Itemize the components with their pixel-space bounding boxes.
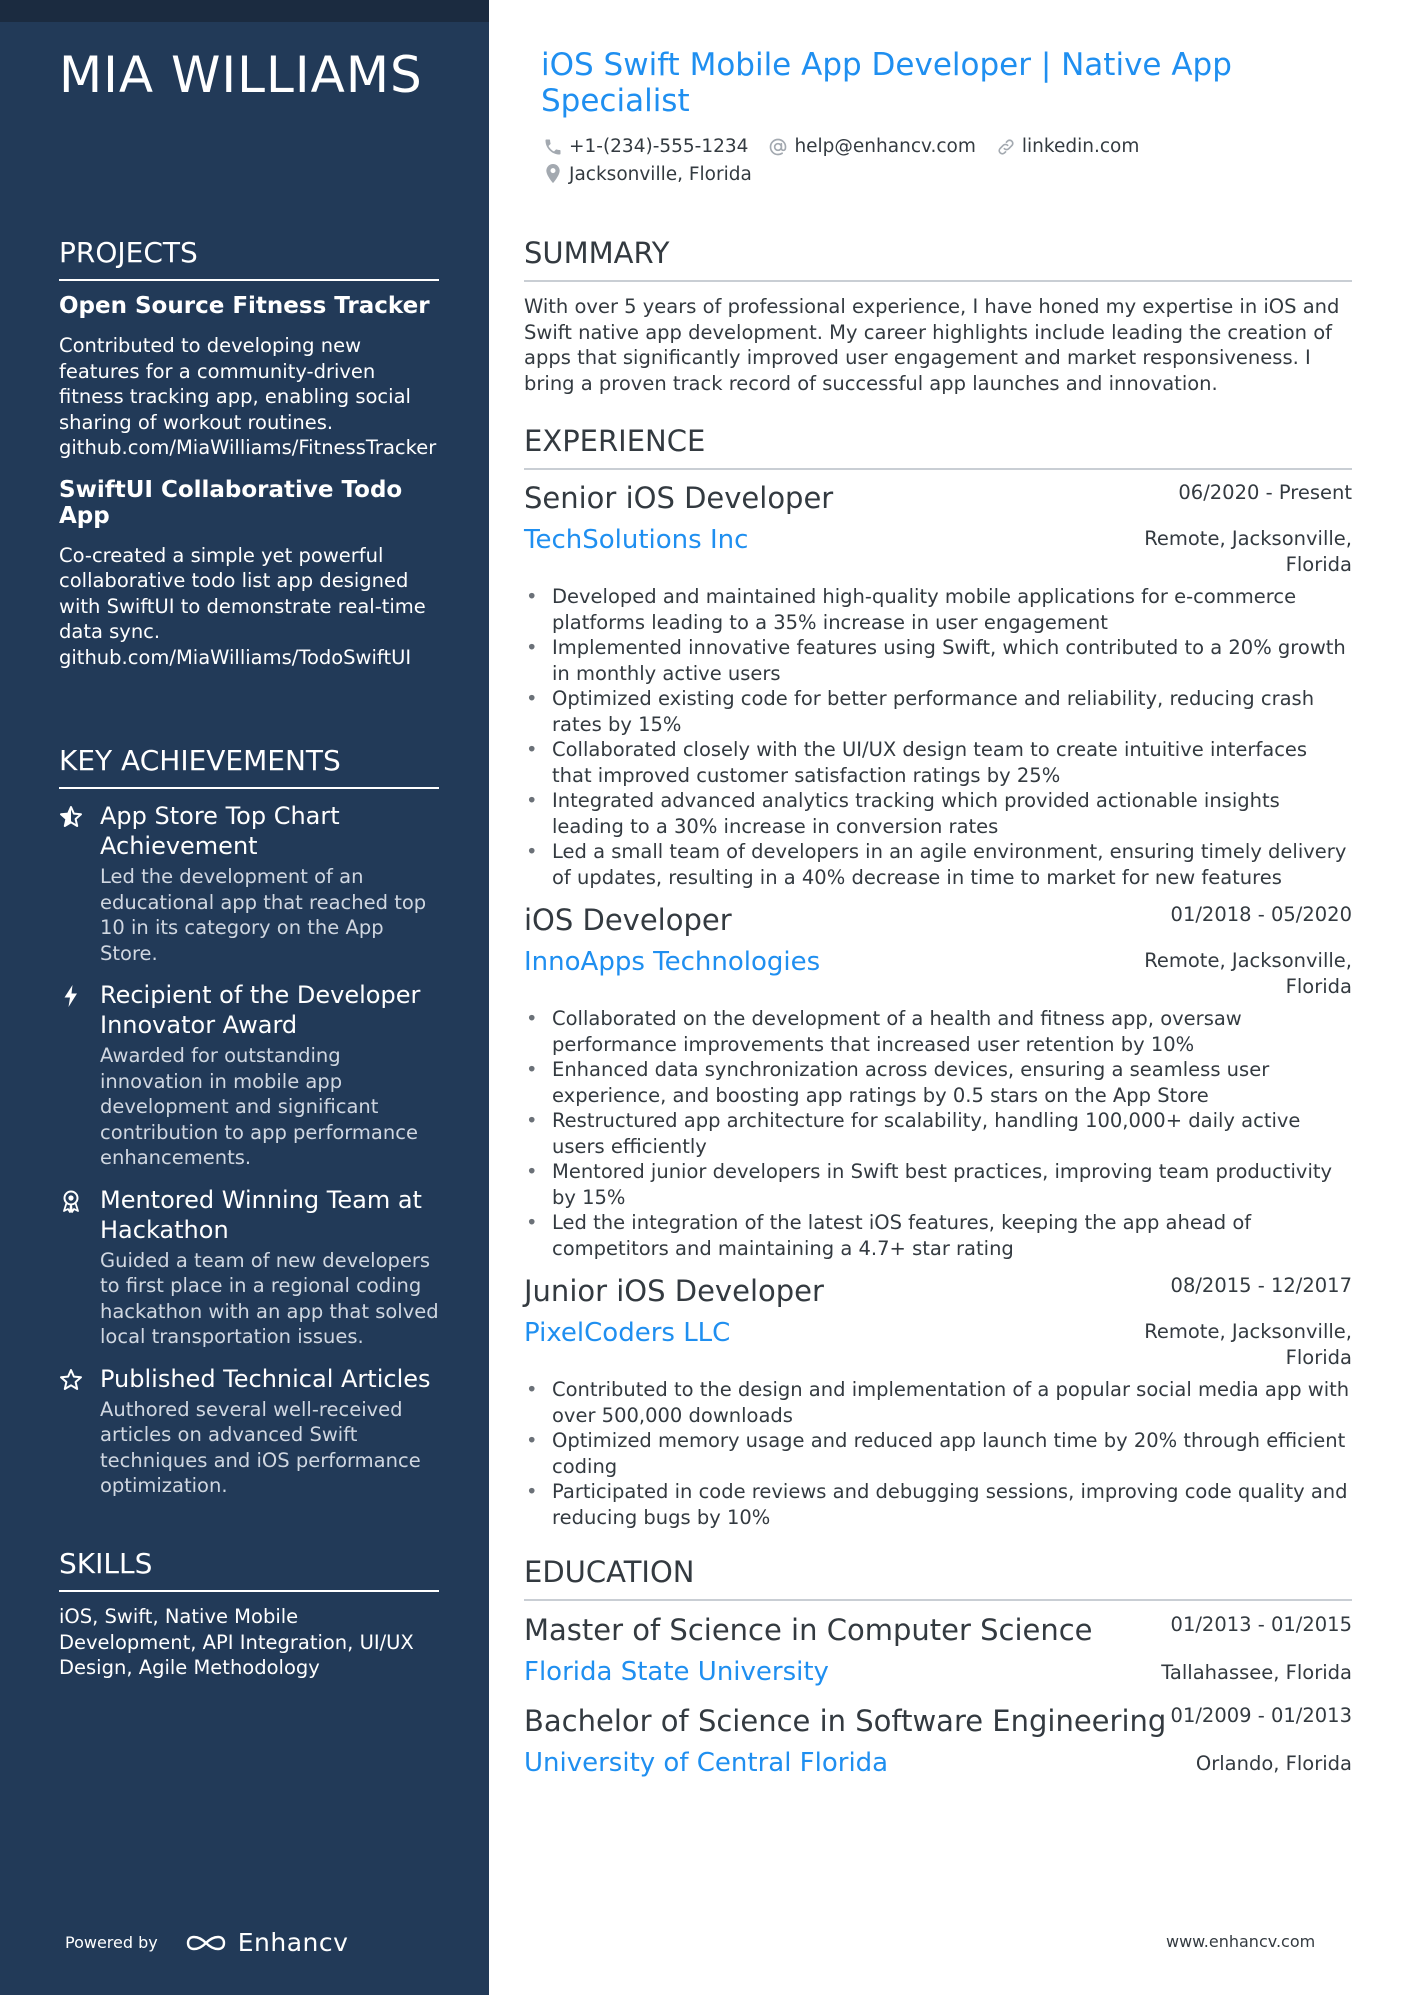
powered-by <box>65 1928 348 1957</box>
school-name: Florida State University <box>524 1657 829 1687</box>
degree-title: Bachelor of Science in Software Engineering <box>524 1704 1167 1738</box>
location-text: Jacksonville, Florida <box>569 163 752 185</box>
bullet-item: • Collaborated on the development of a health and fitness app, oversaw performance improvements that increased user retention by 10% <box>524 1006 1352 1057</box>
job-dates: 06/2020 - Present <box>1178 481 1352 504</box>
job-bullets <box>524 584 1352 890</box>
projects-section <box>59 236 439 670</box>
bullet-item: • Collaborated closely with the UI/UX design team to create intuitive interfaces that improved customer satisfaction ratings by 25% <box>524 737 1352 788</box>
lightning-icon <box>59 984 83 1008</box>
bullet-item: • Optimized memory usage and reduced app launch time by 20% through efficient coding <box>524 1428 1352 1479</box>
experience-heading: EXPERIENCE <box>524 424 1352 470</box>
project-description: Contributed to developing new features for a community-driven fitness tracking app, enabling social sharing of workout routines. <box>59 334 411 434</box>
at-icon <box>768 137 788 157</box>
company-name: PixelCoders LLC <box>524 1318 731 1348</box>
job-title: Senior iOS Developer <box>524 481 834 515</box>
email-contact[interactable] <box>768 136 975 157</box>
projects-heading: PROJECTS <box>59 236 439 281</box>
school-name: University of Central Florida <box>524 1748 889 1778</box>
bullet-item: • Integrated advanced analytics tracking which provided actionable insights leading to a 30% increase in conversion rates <box>524 788 1352 839</box>
job-dates: 01/2018 - 05/2020 <box>1170 903 1352 926</box>
job-location: Remote, Jacksonville, Florida <box>1144 527 1352 576</box>
degree-title: Master of Science in Computer Science <box>524 1613 1093 1647</box>
school-row <box>524 1747 1352 1787</box>
achievement-description: Led the development of an educational app that reached top 10 in its category on the App Store. <box>100 865 427 965</box>
phone-contact[interactable] <box>543 136 748 157</box>
education-header <box>524 1703 1352 1747</box>
achievement-title: Mentored Winning Team at Hackathon <box>100 1185 422 1244</box>
company-name: InnoApps Technologies <box>524 947 821 977</box>
school-row <box>524 1656 1352 1696</box>
job-title: Junior iOS Developer <box>524 1274 824 1308</box>
job-title: iOS Developer <box>524 903 732 937</box>
job-location: Remote, Jacksonville, Florida <box>1144 949 1352 998</box>
footer-url[interactable]: www.enhancv.com <box>1166 1932 1316 1951</box>
bullet-item: • Led a small team of developers in an agile environment, ensuring timely delivery of updates, resulting in a 40% decrease in time to market for new features <box>524 839 1352 890</box>
achievement-title: Published Technical Articles <box>100 1364 431 1393</box>
bullet-item: • Developed and maintained high-quality mobile applications for e-commerce platforms leading to a 35% increase in user engagement <box>524 584 1352 635</box>
summary-text: With over 5 years of professional experience, I have honed my expertise in iOS and Swift native app development. My career highlights include leading the creation of apps that significantly improved user engagement and market responsiveness. I bring a proven track record of successful app launches and innovation. <box>524 295 1340 395</box>
job-dates: 08/2015 - 12/2017 <box>1170 1274 1352 1297</box>
bullet-item: • Participated in code reviews and debugging sessions, improving code quality and reducing bugs by 10% <box>524 1479 1352 1530</box>
bullet-item: • Mentored junior developers in Swift best practices, improving team productivity by 15% <box>524 1159 1352 1210</box>
project-item <box>59 477 439 671</box>
award-medal-icon <box>59 1189 83 1213</box>
phone-icon <box>543 137 563 157</box>
company-row <box>524 524 1352 576</box>
bullet-item: • Enhanced data synchronization across devices, ensuring a seamless user experience, and boosting app ratings by 0.5 stars on the App Store <box>524 1057 1352 1108</box>
education-item <box>524 1612 1352 1696</box>
phone-text: +1-(234)-555-1234 <box>569 136 749 157</box>
candidate-name: MIA WILLIAMS <box>59 46 423 104</box>
achievement-item <box>59 980 439 1171</box>
sidebar-top-bar <box>0 0 489 22</box>
project-title: SwiftUI Collaborative Todo App <box>59 476 403 529</box>
bullet-item: • Led the integration of the latest iOS features, keeping the app ahead of competitors and maintaining a 4.7+ star rating <box>524 1210 1352 1261</box>
bullet-item: • Restructured app architecture for scalability, handling 100,000+ daily active users efficiently <box>524 1108 1352 1159</box>
project-link[interactable]: github.com/MiaWilliams/TodoSwiftUI <box>59 645 412 669</box>
summary-heading: SUMMARY <box>524 236 1352 282</box>
achievement-item <box>59 801 439 966</box>
headline: iOS Swift Mobile App Developer | Native App Specialist <box>541 47 1232 119</box>
link-icon <box>996 137 1016 157</box>
company-name: TechSolutions Inc <box>524 525 749 555</box>
skills-section <box>59 1547 439 1681</box>
linkedin-contact[interactable] <box>996 136 1139 157</box>
education-item <box>524 1703 1352 1787</box>
location-row <box>543 163 772 185</box>
sidebar <box>0 0 489 1995</box>
achievement-description: Authored several well-received articles on advanced Swift techniques and iOS performance optimization. <box>100 1397 421 1497</box>
contact-row <box>543 136 1159 157</box>
star-half-icon <box>59 805 83 829</box>
experience-item <box>524 480 1352 890</box>
project-link[interactable]: github.com/MiaWilliams/FitnessTracker <box>59 436 437 459</box>
achievement-item <box>59 1185 439 1350</box>
skills-heading: SKILLS <box>59 1547 439 1592</box>
project-description: Co-created a simple yet powerful collaborative todo list app designed with SwiftUI to demonstrate real-time data sync. <box>59 543 426 643</box>
experience-item <box>524 1273 1352 1530</box>
job-bullets <box>524 1006 1352 1261</box>
skills-list: iOS, Swift, Native Mobile Development, API Integration, UI/UX Design, Agile Methodology <box>59 1605 414 1679</box>
achievement-title: App Store Top Chart Achievement <box>100 802 340 860</box>
job-header <box>524 902 1352 946</box>
project-item <box>59 293 439 461</box>
email-text: help@enhancv.com <box>794 136 976 157</box>
bullet-item: • Contributed to the design and implementation of a popular social media app with over 500,000 downloads <box>524 1377 1352 1428</box>
project-title: Open Source Fitness Tracker <box>59 293 430 319</box>
education-dates: 01/2009 - 01/2013 <box>1170 1704 1352 1727</box>
school-location: Orlando, Florida <box>1195 1752 1352 1775</box>
star-outline-icon <box>59 1368 83 1392</box>
linkedin-text: linkedin.com <box>1021 136 1140 157</box>
education-header <box>524 1612 1352 1656</box>
achievement-title: Recipient of the Developer Innovator Award <box>100 981 421 1039</box>
education-dates: 01/2013 - 01/2015 <box>1170 1613 1352 1636</box>
job-location: Remote, Jacksonville, Florida <box>1144 1320 1352 1369</box>
bullet-item: • Optimized existing code for better performance and reliability, reducing crash rates by 15% <box>524 686 1352 737</box>
enhancv-brand: Enhancv <box>237 1928 349 1957</box>
education-heading: EDUCATION <box>524 1555 1352 1601</box>
school-location: Tallahassee, Florida <box>1161 1661 1352 1684</box>
achievements-section <box>59 744 439 1499</box>
achievement-description: Guided a team of new developers to first place in a regional coding hackathon with an app that solved local transportation issues. <box>100 1248 439 1348</box>
job-bullets <box>524 1377 1352 1530</box>
achievement-description: Awarded for outstanding innovation in mobile app development and significant contribution to app performance enhancements. <box>100 1044 418 1169</box>
bullet-item: • Implemented innovative features using Swift, which contributed to a 20% growth in monthly active users <box>524 635 1352 686</box>
enhancv-logo-icon <box>184 1931 228 1955</box>
job-header <box>524 480 1352 524</box>
achievement-item <box>59 1364 439 1499</box>
experience-item <box>524 902 1352 1261</box>
job-header <box>524 1273 1352 1317</box>
location-pin-icon <box>543 163 563 185</box>
company-row <box>524 946 1352 998</box>
location-contact <box>543 163 752 185</box>
company-row <box>524 1317 1352 1369</box>
achievements-heading: KEY ACHIEVEMENTS <box>59 744 439 789</box>
powered-by-label: Powered by <box>65 1933 158 1952</box>
